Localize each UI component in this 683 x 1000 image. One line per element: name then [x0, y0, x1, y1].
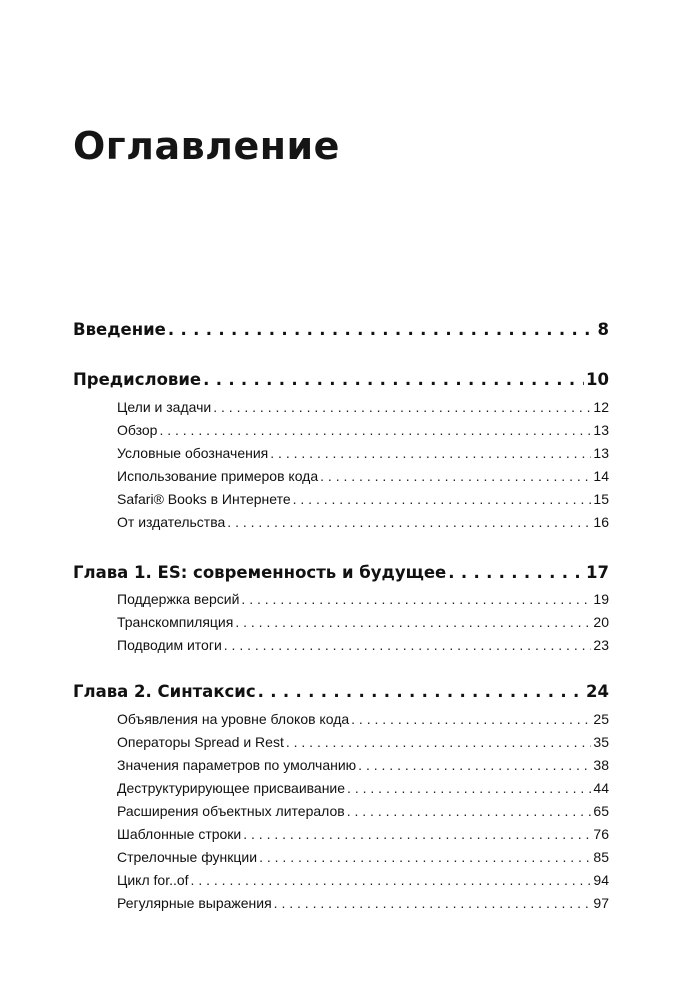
- toc-subentry[interactable]: [117, 803, 609, 819]
- toc-subentry[interactable]: [117, 711, 609, 727]
- leader-dots: [258, 682, 584, 701]
- toc-entry[interactable]: [73, 682, 609, 701]
- toc-entry-page: 17: [586, 563, 609, 582]
- toc-subentry[interactable]: [117, 780, 609, 796]
- toc-subentry-label: Условные обозначения: [117, 445, 269, 461]
- toc-subentry-label: Safari® Books в Интернете: [117, 491, 291, 507]
- toc-entry[interactable]: [73, 563, 609, 582]
- toc-subentry[interactable]: [117, 468, 609, 484]
- toc-subentry-page: 76: [593, 826, 609, 842]
- toc-entry-label: Предисловие: [73, 370, 202, 389]
- leader-dots: [351, 711, 591, 727]
- toc-subentry-page: 35: [593, 734, 609, 750]
- toc-subentry[interactable]: [117, 757, 609, 773]
- leader-dots: [274, 895, 592, 911]
- toc-subentry[interactable]: [117, 399, 609, 415]
- toc-subentry-page: 20: [593, 614, 609, 630]
- toc-entry-page: 24: [586, 682, 609, 701]
- toc-subentry-page: 12: [593, 399, 609, 415]
- toc-subentry[interactable]: [117, 422, 609, 438]
- leader-dots: [320, 468, 591, 484]
- toc-subentry[interactable]: [117, 637, 609, 653]
- toc-subentry-page: 85: [593, 849, 609, 865]
- toc-subentry-label: От издательства: [117, 514, 226, 530]
- leader-dots: [358, 757, 591, 773]
- toc-subentry-page: 16: [593, 514, 609, 530]
- toc-entry-label: Глава 2. Синтаксис: [73, 682, 256, 701]
- leader-dots: [270, 445, 591, 461]
- leader-dots: [347, 803, 592, 819]
- leader-dots: [243, 826, 591, 842]
- toc-entry-label: Введение: [73, 320, 166, 339]
- toc-entry-page: 8: [597, 320, 609, 339]
- toc-subentry-page: 14: [593, 468, 609, 484]
- leader-dots: [259, 849, 591, 865]
- toc-subentry[interactable]: [117, 895, 609, 911]
- toc-subentry-label: Шаблонные строки: [117, 826, 242, 842]
- toc-subentry-label: Поддержка версий: [117, 591, 240, 607]
- leader-dots: [286, 734, 592, 750]
- toc-subentry-page: 44: [593, 780, 609, 796]
- toc-subentry[interactable]: [117, 734, 609, 750]
- leader-dots: [347, 780, 591, 796]
- leader-dots: [235, 614, 591, 630]
- toc-subentry-label: Стрелочные функции: [117, 849, 258, 865]
- toc-subentry-page: 15: [593, 491, 609, 507]
- leader-dots: [191, 872, 592, 888]
- toc-subentry[interactable]: [117, 445, 609, 461]
- toc-subentry-label: Деструктурирующее присваивание: [117, 780, 346, 796]
- leader-dots: [168, 320, 596, 339]
- leader-dots: [203, 370, 584, 389]
- toc-subentry-label: Подводим итоги: [117, 637, 222, 653]
- toc-subentry[interactable]: [117, 591, 609, 607]
- toc-subentry-page: 65: [593, 803, 609, 819]
- page-title: Оглавление: [73, 124, 340, 168]
- toc-subentry-label: Значения параметров по умолчанию: [117, 757, 357, 773]
- toc-subentry-label: Использование примеров кода: [117, 468, 319, 484]
- toc-subentry[interactable]: [117, 826, 609, 842]
- toc-entry[interactable]: [73, 320, 609, 339]
- leader-dots: [224, 637, 592, 653]
- toc-subentry[interactable]: [117, 614, 609, 630]
- leader-dots: [241, 591, 591, 607]
- toc-subentry-label: Цели и задачи: [117, 399, 212, 415]
- toc-entry-page: 10: [586, 370, 609, 389]
- leader-dots: [213, 399, 591, 415]
- toc-subentry-page: 19: [593, 591, 609, 607]
- toc-subentry-page: 25: [593, 711, 609, 727]
- leader-dots: [293, 491, 592, 507]
- toc-subentry-page: 97: [593, 895, 609, 911]
- toc-subentry-page: 13: [593, 445, 609, 461]
- toc-subentry-label: Операторы Spread и Rest: [117, 734, 284, 750]
- toc-subentry-page: 23: [593, 637, 609, 653]
- toc-subentry[interactable]: [117, 491, 609, 507]
- toc-subentry-label: Транскомпиляция: [117, 614, 234, 630]
- toc-subentry-label: Объявления на уровне блоков кода: [117, 711, 350, 727]
- leader-dots: [227, 514, 591, 530]
- leader-dots: [159, 422, 591, 438]
- toc-subentry[interactable]: [117, 849, 609, 865]
- toc-subentry-page: 13: [593, 422, 609, 438]
- toc-subentry-label: Обзор: [117, 422, 158, 438]
- toc-subentry[interactable]: [117, 872, 609, 888]
- toc-entry-label: Глава 1. ES: современность и будущее: [73, 563, 447, 582]
- toc-subentry[interactable]: [117, 514, 609, 530]
- toc-subentry-label: Цикл for..of: [117, 872, 189, 888]
- toc-subentry-label: Регулярные выражения: [117, 895, 272, 911]
- toc-subentry-page: 38: [593, 757, 609, 773]
- leader-dots: [448, 563, 584, 582]
- toc-subentry-label: Расширения объектных литералов: [117, 803, 345, 819]
- toc-subentry-page: 94: [593, 872, 609, 888]
- toc-entry[interactable]: [73, 370, 609, 389]
